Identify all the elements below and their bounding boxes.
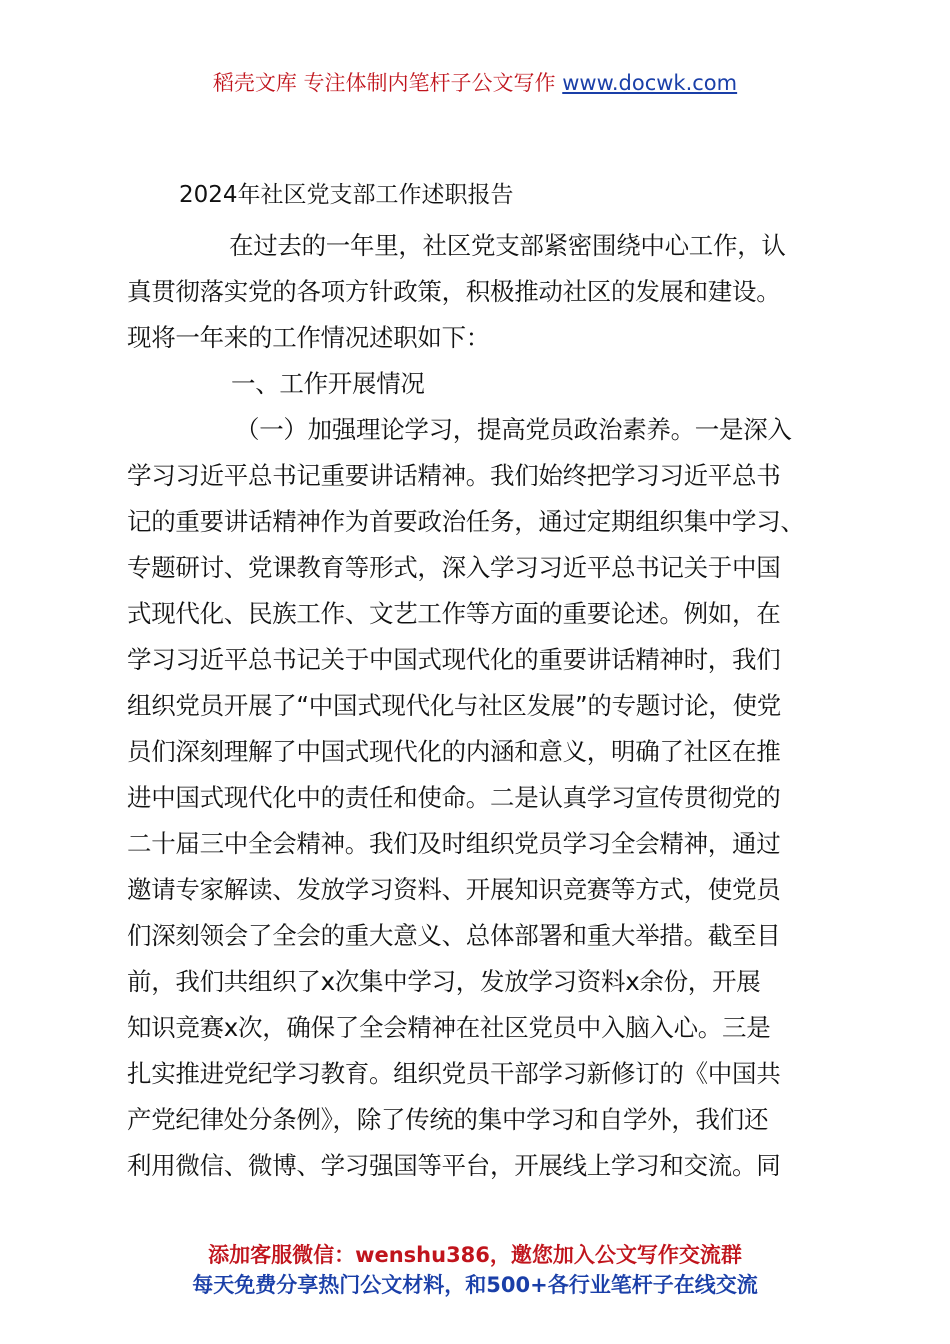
paragraph-line: 学习习近平总书记重要讲话精神。我们始终把学习习近平总书 <box>127 461 781 490</box>
site-brand: 稻壳文库 专注体制内笔杆子公文写作 <box>212 71 556 95</box>
paragraph-line: 员们深刻理解了中国式现代化的内涵和意义，明确了社区在推 <box>127 737 781 766</box>
paragraph-line: 们深刻领会了全会的重大意义、总体部署和重大举措。截至目 <box>127 921 781 950</box>
site-header <box>0 68 950 98</box>
paragraph-line: 现将一年来的工作情况述职如下： <box>127 323 490 352</box>
paragraph-line: 二十届三中全会精神。我们及时组织党员学习全会精神，通过 <box>127 829 781 858</box>
document-body <box>127 177 827 1189</box>
subsection-heading-line: （一）加强理论学习，提高党员政治素养。一是深入 <box>235 415 792 444</box>
section-heading: 一、工作开展情况 <box>231 369 425 398</box>
footer-promo: 每天免费分享热门公文材料，和500+各行业笔杆子在线交流 <box>192 1273 758 1297</box>
paragraph-line: 在过去的一年里，社区党支部紧密围绕中心工作，认 <box>229 231 786 260</box>
paragraph-line: 知识竞赛x次，确保了全会精神在社区党员中入脑入心。三是 <box>127 1013 771 1042</box>
footer-wechat-contact: 添加客服微信：wenshu386，邀您加入公文写作交流群 <box>208 1243 742 1267</box>
paragraph-line: 前，我们共组织了x次集中学习，发放学习资料x余份，开展 <box>127 967 761 996</box>
paragraph-line: 产党纪律处分条例》，除了传统的集中学习和自学外，我们还 <box>127 1105 769 1134</box>
paragraph-line: 进中国式现代化中的责任和使命。二是认真学习宣传贯彻党的 <box>127 783 781 812</box>
paragraph-line: 真贯彻落实党的各项方针政策，积极推动社区的发展和建设。 <box>127 277 781 306</box>
paragraph-line: 扎实推进党纪学习教育。组织党员干部学习新修订的《中国共 <box>127 1059 781 1088</box>
site-url-link[interactable]: www.docwk.com <box>562 71 738 95</box>
paragraph-line: 记的重要讲话精神作为首要政治任务，通过定期组织集中学习、 <box>127 507 805 536</box>
paragraph-line: 利用微信、微博、学习强国等平台，开展线上学习和交流。同 <box>127 1151 781 1180</box>
paragraph-line: 专题研讨、党课教育等形式，深入学习习近平总书记关于中国 <box>127 553 781 582</box>
paragraph-line: 学习习近平总书记关于中国式现代化的重要讲话精神时，我们 <box>127 645 781 674</box>
paragraph-line: 组织党员开展了“中国式现代化与社区发展”的专题讨论，使党 <box>127 691 781 720</box>
paragraph-line: 式现代化、民族工作、文艺工作等方面的重要论述。例如，在 <box>127 599 781 628</box>
document-title: 2024年社区党支部工作述职报告 <box>179 182 514 208</box>
paragraph-line: 邀请专家解读、发放学习资料、开展知识竞赛等方式，使党员 <box>127 875 781 904</box>
